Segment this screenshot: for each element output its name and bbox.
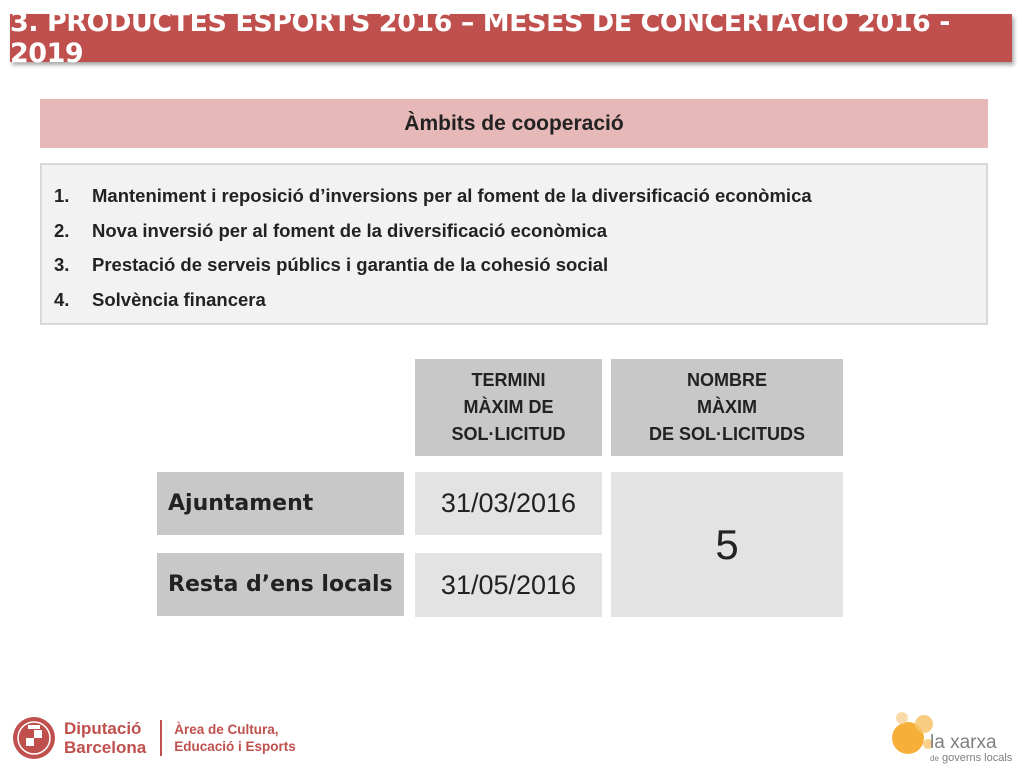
xarxa-name: la xarxa [930, 732, 997, 753]
max-requests-value: 5 [611, 472, 843, 617]
row-label-ajuntament: Ajuntament [157, 472, 404, 535]
list-item: 1. Manteniment i reposició d’inversions per al foment de la diversificació econòmica [54, 185, 812, 206]
row-label-resta-ens-locals: Resta d’ens locals [157, 553, 404, 616]
list-item: 3. Prestació de serveis públics i garantia de la cohesió social [54, 254, 609, 275]
list-item: 4. Solvència financera [54, 288, 266, 310]
xarxa-subtitle: de governs locals [930, 752, 1013, 764]
diputacio-seal-icon [12, 716, 56, 760]
list-item: 2. Nova inversió per al foment de la diversificació econòmica [54, 219, 608, 241]
diputacio-name: Diputació Barcelona [64, 719, 147, 757]
area-name: Àrea de Cultura, Educació i Esports [174, 722, 296, 754]
page-title: 3. PRODUCTES ESPORTS 2016 – MESES DE CONCERTACIÓ 2016 - 2019 [10, 7, 950, 69]
xarxa-logo [888, 710, 1020, 766]
column-header-max-requests: NOMBRE MÀXIM DE SOL·LICITUDS [611, 359, 843, 456]
deadline-ajuntament: 31/03/2016 [415, 472, 602, 535]
deadline-resta-ens-locals: 31/05/2016 [415, 553, 602, 617]
scope-header: Àmbits de cooperació [40, 99, 988, 148]
diputacio-logo [12, 714, 296, 762]
scope-list [42, 165, 986, 317]
title-bar [10, 7, 1012, 69]
scope-list-box [40, 163, 988, 325]
column-header-deadline: TERMINI MÀXIM DE SOL·LICITUD [415, 359, 602, 456]
footer-divider [160, 720, 162, 756]
